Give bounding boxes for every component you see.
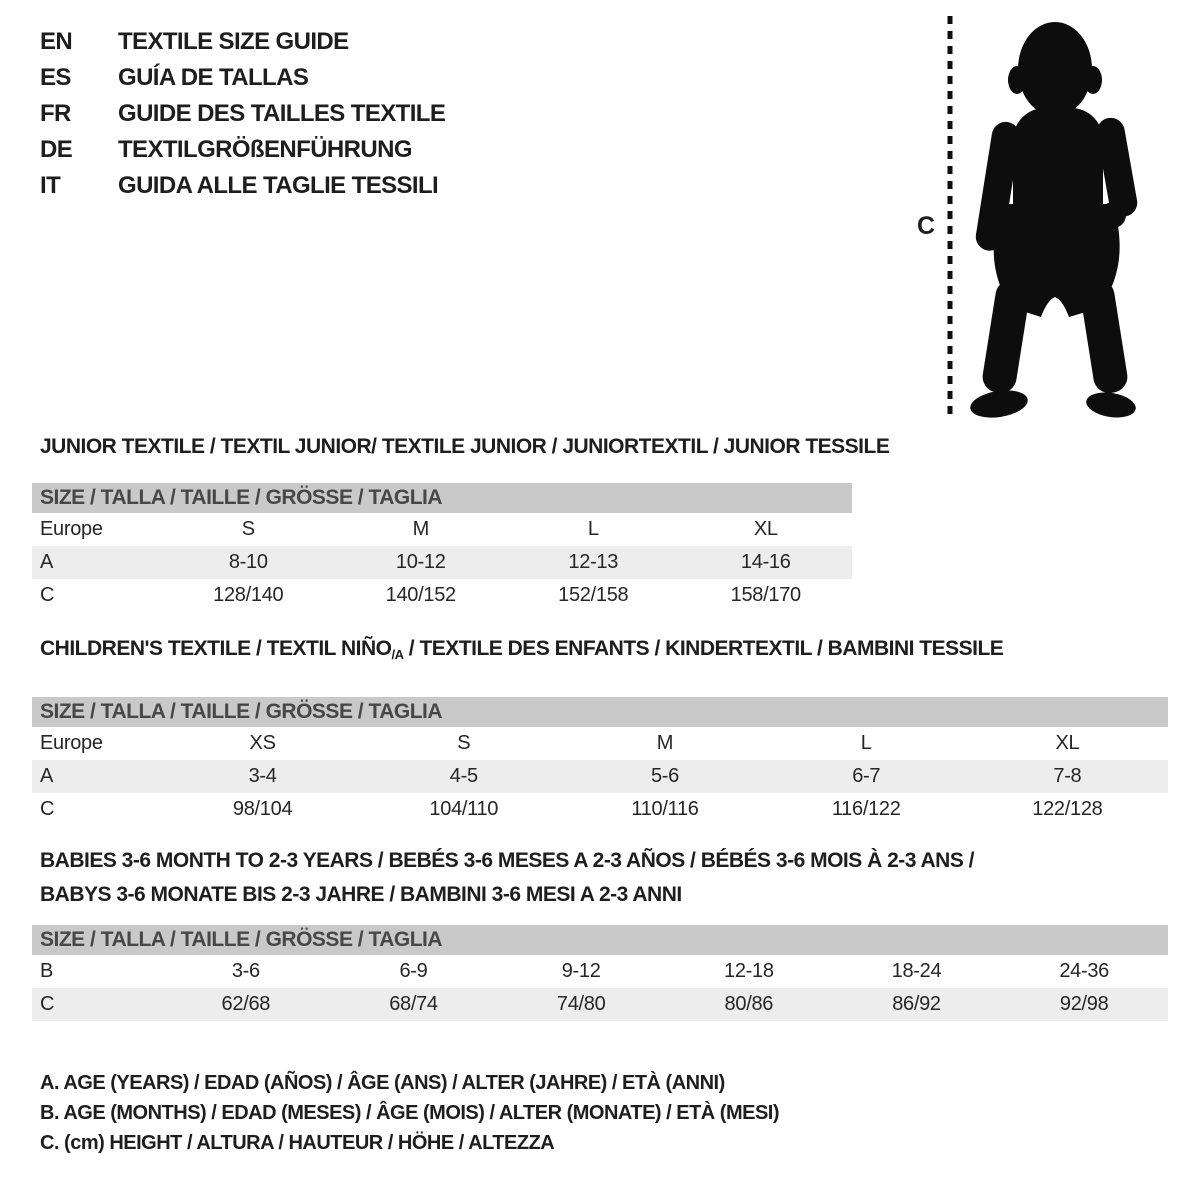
value-cell: 3-6: [231, 960, 260, 982]
babies-size-table: [32, 925, 1168, 1021]
table-row-height: [32, 579, 852, 612]
section-babies-textile: [32, 844, 1168, 1021]
children-size-table: [32, 697, 1168, 826]
value-cell: 14-16: [740, 551, 791, 573]
value-cell: 9-12: [561, 960, 601, 982]
value-cell: 68/74: [389, 993, 438, 1015]
table-row-age: [32, 546, 852, 579]
value-cell: 62/68: [221, 993, 271, 1015]
toddler-silhouette-icon: [967, 12, 1143, 422]
table-row-height: [32, 793, 1168, 826]
value-cell: 4-5: [449, 765, 478, 787]
guide-title: GUÍA DE TALLAS: [118, 64, 309, 91]
value-cell: 18-24: [891, 960, 942, 982]
value-cell: 8-10: [228, 551, 268, 573]
value-cell: 12-18: [724, 960, 774, 982]
value-cell: 6-9: [399, 960, 428, 982]
size-header-bar: SIZE / TALLA / TAILLE / GRÖSSE / TAGLIA: [32, 483, 852, 513]
language-code: ES: [40, 64, 71, 91]
value-cell: 104/110: [429, 798, 499, 820]
language-row-de: [40, 132, 445, 168]
size-cell: M: [656, 732, 674, 754]
value-cell: 80/86: [724, 993, 774, 1015]
value-cell: 74/80: [556, 993, 606, 1015]
babies-section-title: [32, 844, 1168, 912]
guide-title: TEXTILE SIZE GUIDE: [118, 28, 349, 55]
value-cell: 5-6: [650, 765, 679, 787]
value-cell: 86/92: [892, 993, 941, 1015]
table-row-height: [32, 988, 1168, 1021]
size-cell: M: [412, 518, 429, 540]
junior-size-table: [32, 483, 852, 612]
value-cell: 152/158: [558, 584, 629, 606]
table-row-age: [32, 760, 1168, 793]
value-cell: 122/128: [1032, 798, 1103, 820]
junior-section-title: JUNIOR TEXTILE / TEXTIL JUNIOR/ TEXTILE JUNIOR / JUNIORTEXTIL / JUNIOR TESSILE: [40, 435, 890, 458]
row-label: Europe: [40, 518, 103, 540]
size-cell: XL: [1055, 732, 1080, 754]
title-line-2: BABYS 3-6 MONATE BIS 2-3 JAHRE / BAMBINI 3-6 MESI A 2-3 ANNI: [40, 883, 682, 906]
height-dashed-line: [946, 16, 954, 418]
language-row-fr: [40, 96, 445, 132]
row-label: Europe: [40, 732, 103, 754]
size-header-bar: SIZE / TALLA / TAILLE / GRÖSSE / TAGLIA: [32, 697, 1168, 727]
language-title-list: [40, 24, 445, 204]
language-code: EN: [40, 28, 73, 55]
language-code: IT: [40, 172, 61, 199]
size-cell: XS: [249, 732, 276, 754]
value-cell: 158/170: [730, 584, 801, 606]
row-label: C: [40, 584, 55, 606]
size-cell: XL: [753, 518, 778, 540]
title-line-1: BABIES 3-6 MONTH TO 2-3 YEARS / BEBÉS 3-6 MESES A 2-3 AÑOS / BÉBÉS 3-6 MOIS À 2-3 ANS /: [40, 849, 975, 872]
language-row-en: [40, 24, 445, 60]
guide-title: GUIDE DES TAILLES TEXTILE: [118, 100, 446, 127]
footnote-b: B. AGE (MONTHS) / EDAD (MESES) / ÂGE (MOIS) / ALTER (MONATE) / ETÀ (MESI): [40, 1102, 780, 1124]
title-subscript: /A: [391, 647, 404, 662]
value-cell: 3-4: [248, 765, 277, 787]
value-cell: 92/98: [1059, 993, 1109, 1015]
row-label: A: [40, 551, 54, 573]
height-measure-figure: [895, 0, 1175, 438]
language-row-it: [40, 168, 445, 204]
size-cell: S: [241, 518, 255, 540]
value-cell: 12-13: [568, 551, 619, 573]
value-cell: 98/104: [232, 798, 293, 820]
guide-title: TEXTILGRÖßENFÜHRUNG: [118, 136, 412, 163]
language-row-es: [40, 60, 445, 96]
legend-footnotes: [40, 1068, 779, 1158]
table-row-europe: [32, 513, 852, 546]
value-cell: 110/116: [631, 798, 699, 820]
footnote-c: C. (cm) HEIGHT / ALTURA / HAUTEUR / HÖHE / ALTEZZA: [40, 1132, 555, 1154]
value-cell: 128/140: [213, 584, 284, 606]
row-label: C: [40, 993, 55, 1015]
children-section-title: [32, 638, 1168, 666]
value-cell: 6-7: [852, 765, 881, 787]
section-children-textile: [32, 638, 1168, 826]
row-label: B: [40, 960, 54, 982]
size-cell: S: [457, 732, 471, 754]
value-cell: 116/122: [831, 798, 901, 820]
value-cell: 24-36: [1059, 960, 1109, 982]
title-text: CHILDREN'S TEXTILE / TEXTIL NIÑO: [40, 637, 392, 660]
value-cell: 10-12: [395, 551, 446, 573]
section-junior-textile: [32, 435, 890, 612]
guide-title: GUIDA ALLE TAGLIE TESSILI: [118, 172, 439, 199]
measure-c-label: C: [917, 212, 936, 240]
size-cell: L: [860, 732, 872, 754]
size-header-bar: SIZE / TALLA / TAILLE / GRÖSSE / TAGLIA: [32, 925, 1168, 955]
title-text: / TEXTILE DES ENFANTS / KINDERTEXTIL / BAMBINI TESSILE: [403, 637, 1004, 660]
row-label: A: [40, 765, 54, 787]
row-label: C: [40, 798, 55, 820]
value-cell: 140/152: [385, 584, 456, 606]
size-cell: L: [587, 518, 599, 540]
table-row-months: [32, 955, 1168, 988]
language-code: FR: [40, 100, 71, 127]
value-cell: 7-8: [1053, 765, 1082, 787]
table-row-europe: [32, 727, 1168, 760]
language-code: DE: [40, 136, 73, 163]
footnote-a: A. AGE (YEARS) / EDAD (AÑOS) / ÂGE (ANS) / ALTER (JAHRE) / ETÀ (ANNI): [40, 1072, 725, 1094]
